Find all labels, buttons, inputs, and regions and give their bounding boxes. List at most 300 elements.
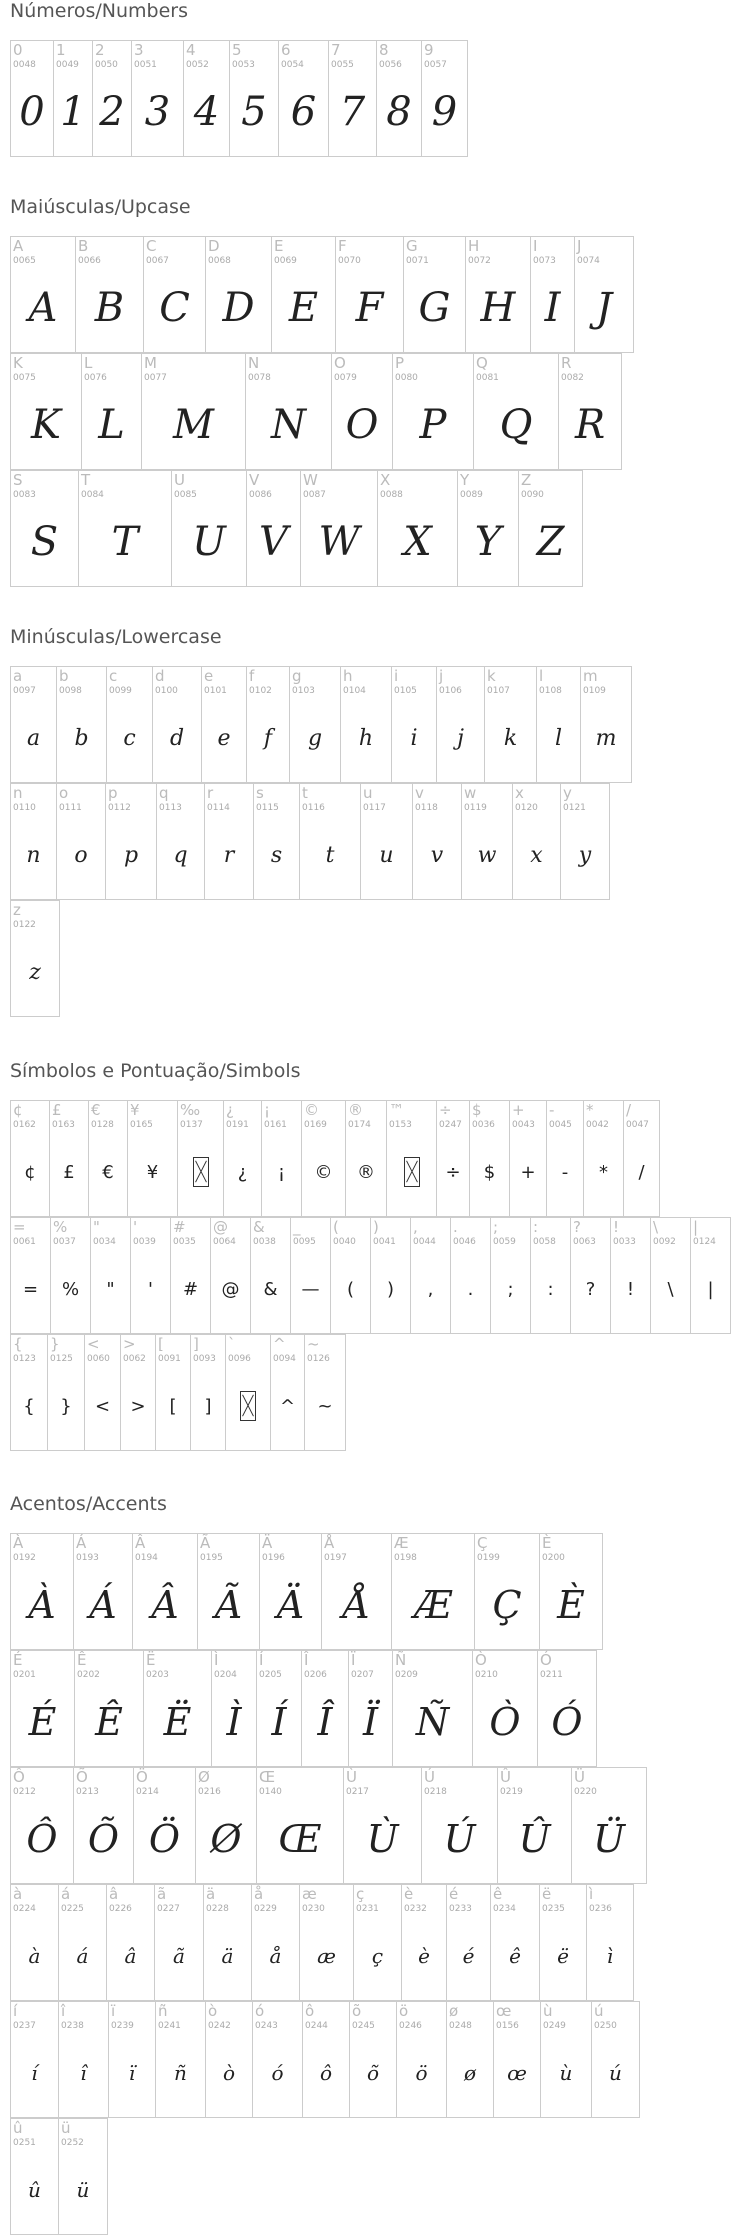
character-label: è	[404, 1885, 414, 1903]
glyph-cell	[152, 666, 202, 783]
glyph-cell	[75, 236, 144, 353]
character-label: v	[415, 784, 424, 802]
glyph-sample: g	[307, 725, 323, 751]
character-label: w	[464, 784, 477, 802]
glyph-cell	[536, 666, 581, 783]
glyph-sample: ï	[128, 2061, 136, 2085]
character-code: 0085	[174, 490, 197, 500]
character-code: 0104	[343, 686, 366, 696]
glyph-sample: è	[418, 1944, 430, 1968]
character-code: 0079	[334, 373, 357, 383]
character-label: '	[133, 1218, 138, 1236]
character-code: 0206	[304, 1670, 327, 1680]
character-label: -	[549, 1101, 555, 1119]
character-label: ò	[208, 2002, 218, 2020]
character-label: Ñ	[395, 1651, 407, 1669]
character-label: +	[512, 1101, 525, 1119]
glyph-sample: d	[169, 725, 185, 751]
character-code: 0224	[13, 1904, 36, 1914]
character-code: 0114	[207, 803, 230, 813]
glyph-sample: à	[28, 1944, 41, 1968]
glyph-cell	[574, 236, 634, 353]
glyph-sample: ¡	[277, 1161, 286, 1183]
glyph-cell	[278, 40, 329, 157]
glyph-cell	[171, 470, 247, 587]
section	[10, 1493, 650, 2202]
character-label: Ë	[146, 1651, 156, 1669]
character-label: ù	[543, 2002, 553, 2020]
glyph-cell	[518, 470, 583, 587]
glyph-cell	[586, 1884, 634, 2001]
glyph-sample: /	[638, 1161, 645, 1183]
character-code: 0194	[135, 1553, 158, 1563]
glyph-sample: 4	[193, 89, 220, 135]
character-code: 0091	[158, 1354, 181, 1364]
glyph-cell	[490, 1884, 540, 2001]
glyph-cell	[205, 236, 272, 353]
character-code: 0213	[76, 1787, 99, 1797]
glyph-sample: O	[345, 402, 379, 448]
glyph-cell	[154, 1884, 204, 2001]
character-code: 0117	[363, 803, 386, 813]
character-code: 0062	[123, 1354, 146, 1364]
character-code: 0191	[226, 1120, 249, 1130]
character-label: ¡	[264, 1101, 271, 1119]
character-code: 0217	[346, 1787, 369, 1797]
character-code: 0193	[76, 1553, 99, 1563]
glyph-sample: Ú	[443, 1817, 476, 1861]
character-label: ø	[449, 2002, 459, 2020]
glyph-cell	[49, 1100, 89, 1217]
glyph-cell	[10, 1533, 74, 1650]
glyph-sample: ÷	[445, 1161, 461, 1183]
character-label: Ò	[475, 1651, 487, 1669]
character-label: &	[253, 1218, 265, 1236]
character-label: ë	[542, 1885, 552, 1903]
glyph-row	[10, 236, 633, 353]
glyph-cell	[53, 40, 93, 157]
character-code: 0119	[464, 803, 487, 813]
character-code: 0096	[228, 1354, 251, 1364]
character-code: 0218	[424, 1787, 447, 1797]
glyph-sample: Å	[342, 1583, 371, 1627]
glyph-cell	[211, 1650, 257, 1767]
character-label: U	[174, 471, 185, 489]
character-code: 0200	[542, 1553, 565, 1563]
character-label: c	[109, 667, 118, 685]
glyph-sample: ç	[371, 1944, 384, 1968]
character-code: 0053	[232, 60, 255, 70]
character-label: î	[61, 2002, 66, 2020]
character-code: 0169	[304, 1120, 327, 1130]
character-label: S	[13, 471, 23, 489]
glyph-sample: -	[561, 1161, 569, 1183]
character-code: 0090	[521, 490, 544, 500]
character-code: 0066	[78, 256, 101, 266]
glyph-sample: u	[379, 842, 394, 868]
glyph-cell	[197, 1533, 260, 1650]
glyph-sample: v	[430, 842, 444, 868]
character-label: û	[13, 2119, 23, 2137]
glyph-cell	[106, 666, 153, 783]
glyph-cell	[539, 1884, 587, 2001]
glyph-sample: á	[76, 1944, 89, 1968]
character-code: 0192	[13, 1553, 36, 1563]
character-code: 0244	[305, 2021, 328, 2031]
glyph-cell	[10, 1100, 50, 1217]
glyph-sample: Ç	[492, 1583, 522, 1627]
glyph-cell	[490, 1217, 531, 1334]
character-label: h	[343, 667, 353, 685]
glyph-cell	[474, 1533, 540, 1650]
character-label: Ö	[136, 1768, 148, 1786]
character-code: 0057	[424, 60, 447, 70]
character-label: Ê	[77, 1651, 87, 1669]
glyph-row	[10, 1767, 646, 1884]
glyph-cell	[141, 353, 246, 470]
glyph-sample: ]	[204, 1395, 212, 1417]
glyph-cell	[349, 2001, 397, 2118]
character-label: ¢	[13, 1101, 23, 1119]
glyph-sample: X	[403, 519, 432, 565]
character-label: i	[394, 667, 399, 685]
glyph-cell	[360, 783, 413, 900]
character-code: 0239	[111, 2021, 134, 2031]
character-code: 0058	[533, 1237, 556, 1247]
character-label: Ï	[351, 1651, 356, 1669]
glyph-sample: ã	[173, 1944, 185, 1968]
glyph-sample: Ä	[276, 1583, 305, 1627]
glyph-cell	[190, 1334, 226, 1451]
character-label: 7	[331, 41, 341, 59]
character-code: 0074	[577, 256, 600, 266]
character-label: Ù	[346, 1768, 357, 1786]
glyph-cell	[530, 1217, 571, 1334]
glyph-sample: R	[574, 402, 606, 448]
character-code: 0107	[487, 686, 510, 696]
character-code: 0226	[109, 1904, 132, 1914]
character-code: 0204	[214, 1670, 237, 1680]
character-code: 0047	[626, 1120, 649, 1130]
character-code: 0046	[453, 1237, 476, 1247]
character-code: 0252	[61, 2138, 84, 2148]
character-code: 0230	[302, 1904, 325, 1914]
glyph-sample: +	[520, 1161, 536, 1183]
character-label: Ç	[477, 1534, 488, 1552]
character-label: ©	[304, 1101, 319, 1119]
glyph-cell	[321, 1533, 392, 1650]
character-label: 0	[13, 41, 23, 59]
glyph-sample: L	[98, 402, 125, 448]
glyph-sample: ê	[509, 1944, 521, 1968]
character-label: Î	[304, 1651, 309, 1669]
missing-glyph-icon	[193, 1157, 209, 1187]
character-label: .	[453, 1218, 458, 1236]
glyph-sample: [	[169, 1395, 177, 1417]
glyph-sample: M	[173, 402, 214, 448]
character-label: L	[84, 354, 93, 372]
character-code: 0210	[475, 1670, 498, 1680]
character-code: 0097	[13, 686, 36, 696]
character-code: 0103	[292, 686, 315, 696]
glyph-row	[10, 353, 621, 470]
character-code: 0048	[13, 60, 36, 70]
character-code: 0228	[206, 1904, 229, 1914]
character-label: f	[249, 667, 255, 685]
glyph-cell	[530, 236, 575, 353]
glyph-cell	[10, 1650, 75, 1767]
character-label: T	[81, 471, 91, 489]
glyph-sample: A	[28, 285, 58, 331]
glyph-sample: 1	[60, 89, 86, 135]
character-label: A	[13, 237, 24, 255]
glyph-sample: Ü	[592, 1817, 626, 1861]
character-code: 0122	[13, 920, 36, 930]
glyph-cell	[58, 2118, 108, 2235]
character-label: a	[13, 667, 23, 685]
character-code: 0094	[273, 1354, 296, 1364]
glyph-cell	[10, 470, 79, 587]
glyph-sample: S	[30, 519, 59, 565]
character-code: 0112	[108, 803, 131, 813]
character-code: 0077	[144, 373, 167, 383]
glyph-cell	[245, 353, 332, 470]
glyph-row	[10, 783, 609, 900]
glyph-sample: :	[547, 1278, 554, 1300]
glyph-sample: Œ	[278, 1817, 322, 1861]
glyph-cell	[105, 783, 157, 900]
character-label: {	[13, 1335, 23, 1353]
glyph-cell	[473, 353, 559, 470]
character-label: k	[487, 667, 496, 685]
character-code: 0249	[543, 2021, 566, 2031]
character-code: 0165	[130, 1120, 153, 1130]
section-title: Números/Numbers	[10, 0, 188, 22]
character-label: Â	[135, 1534, 146, 1552]
glyph-cell	[81, 353, 142, 470]
glyph-sample: ¿	[237, 1161, 248, 1183]
character-label: ™	[389, 1101, 404, 1119]
character-code: 0126	[307, 1354, 330, 1364]
character-label: ®	[348, 1101, 363, 1119]
character-code: 0128	[91, 1120, 114, 1130]
character-label: ?	[573, 1218, 581, 1236]
character-code: 0216	[198, 1787, 221, 1797]
glyph-sample: w	[477, 842, 497, 868]
glyph-cell	[155, 1334, 191, 1451]
glyph-cell	[446, 2001, 494, 2118]
glyph-sample: œ	[507, 2061, 527, 2085]
glyph-cell	[301, 1100, 346, 1217]
glyph-sample: z	[29, 959, 41, 985]
glyph-sample: G	[418, 285, 451, 331]
character-code: 0088	[380, 490, 403, 500]
glyph-sample: Y	[474, 519, 502, 565]
glyph-sample: 3	[144, 89, 171, 135]
character-code: 0033	[613, 1237, 636, 1247]
glyph-sample: æ	[317, 1944, 336, 1968]
character-label: 4	[186, 41, 196, 59]
character-label: Ø	[198, 1768, 210, 1786]
glyph-cell	[335, 236, 404, 353]
character-code: 0073	[533, 256, 556, 266]
glyph-sample: =	[22, 1278, 39, 1300]
character-label: æ	[302, 1885, 317, 1903]
character-label: Í	[259, 1651, 264, 1669]
glyph-sample: y	[578, 842, 592, 868]
glyph-cell	[299, 1884, 354, 2001]
glyph-cell	[650, 1217, 691, 1334]
character-code: 0037	[53, 1237, 76, 1247]
glyph-sample: Â	[151, 1583, 179, 1627]
character-code: 0109	[583, 686, 606, 696]
glyph-row	[10, 1100, 659, 1217]
glyph-cell	[246, 666, 290, 783]
glyph-sample: 5	[241, 89, 267, 135]
glyph-sample: r	[223, 842, 235, 868]
character-code: 0156	[496, 2021, 519, 2031]
glyph-cell	[391, 1533, 475, 1650]
character-code: 0163	[52, 1120, 75, 1130]
character-label: Ã	[200, 1534, 211, 1552]
glyph-sample: â	[124, 1944, 137, 1968]
character-label: b	[59, 667, 69, 685]
glyph-sample: È	[557, 1583, 585, 1627]
glyph-sample: ¥	[146, 1161, 159, 1183]
glyph-sample: ø	[463, 2061, 477, 2085]
glyph-cell	[56, 783, 106, 900]
character-label: ,	[413, 1218, 418, 1236]
character-label: Æ	[394, 1534, 409, 1552]
glyph-sample: 9	[431, 89, 458, 135]
glyph-cell	[302, 2001, 350, 2118]
character-label: ì	[589, 1885, 594, 1903]
character-code: 0229	[254, 1904, 277, 1914]
glyph-cell	[391, 666, 437, 783]
glyph-sample: €	[102, 1161, 114, 1183]
character-code: 0095	[293, 1237, 316, 1247]
glyph-cell	[177, 1100, 224, 1217]
glyph-cell	[450, 1217, 491, 1334]
glyph-sample: Ö	[148, 1817, 181, 1861]
glyph-sample: Í	[271, 1700, 287, 1744]
glyph-sample: k	[503, 725, 518, 751]
glyph-cell	[461, 783, 513, 900]
glyph-cell	[537, 1650, 597, 1767]
character-code: 0044	[413, 1237, 436, 1247]
glyph-sample	[387, 1147, 436, 1197]
glyph-sample: !	[626, 1278, 635, 1300]
character-code: 0101	[204, 686, 227, 696]
character-label: C	[146, 237, 157, 255]
glyph-cell	[90, 1217, 131, 1334]
glyph-cell	[143, 236, 206, 353]
character-label: }	[50, 1335, 60, 1353]
character-code: 0055	[331, 60, 354, 70]
character-label: t	[302, 784, 308, 802]
glyph-sample: ,	[427, 1278, 434, 1300]
character-label: @	[213, 1218, 228, 1236]
glyph-sample: m	[595, 725, 617, 751]
character-label: B	[78, 237, 89, 255]
glyph-cell	[300, 470, 378, 587]
glyph-cell	[343, 1767, 422, 1884]
character-code: 0121	[563, 803, 586, 813]
character-label: 2	[95, 41, 105, 59]
glyph-sample: õ	[366, 2061, 380, 2085]
glyph-sample: &	[263, 1278, 278, 1300]
glyph-cell	[10, 2118, 59, 2235]
glyph-cell	[56, 666, 107, 783]
character-label: ;	[493, 1218, 499, 1236]
character-code: 0087	[303, 490, 326, 500]
glyph-cell	[130, 1217, 171, 1334]
glyph-sample: i	[410, 725, 418, 751]
character-label: l	[539, 667, 544, 685]
section	[10, 1060, 716, 1417]
glyph-cell	[436, 1100, 470, 1217]
character-code: 0041	[373, 1237, 396, 1247]
glyph-sample: 0	[19, 89, 45, 135]
character-label: À	[13, 1534, 24, 1552]
character-code: 0231	[356, 1904, 379, 1914]
character-label: `	[228, 1335, 236, 1353]
glyph-cell	[156, 783, 205, 900]
character-label: È	[542, 1534, 552, 1552]
glyph-sample: î	[80, 2061, 87, 2085]
glyph-sample: |	[707, 1278, 714, 1300]
character-label: Z	[521, 471, 532, 489]
character-code: 0081	[476, 373, 499, 383]
glyph-sample: P	[419, 402, 447, 448]
glyph-sample: Ì	[226, 1700, 242, 1744]
character-code: 0198	[394, 1553, 417, 1563]
character-code: 0068	[208, 256, 231, 266]
glyph-sample: q	[173, 842, 188, 868]
character-code: 0243	[255, 2021, 278, 2031]
glyph-cell	[497, 1767, 572, 1884]
glyph-sample: E	[288, 285, 319, 331]
character-label: Y	[460, 471, 470, 489]
character-code: 0071	[406, 256, 429, 266]
character-code: 0153	[389, 1120, 412, 1130]
glyph-cell	[155, 2001, 206, 2118]
glyph-cell	[201, 666, 247, 783]
glyph-sample: j	[457, 725, 464, 751]
character-code: 0242	[208, 2021, 231, 2031]
glyph-cell	[270, 1334, 305, 1451]
character-label: !	[613, 1218, 620, 1236]
section	[10, 626, 650, 985]
character-code: 0248	[449, 2021, 472, 2031]
glyph-sample: $	[483, 1161, 496, 1183]
character-code: 0070	[338, 256, 361, 266]
character-label: %	[53, 1218, 68, 1236]
glyph-row	[10, 470, 582, 587]
character-code: 0061	[13, 1237, 36, 1247]
character-code: 0115	[256, 803, 279, 813]
character-label: =	[13, 1218, 26, 1236]
character-code: 0124	[693, 1237, 716, 1247]
character-label: ï	[111, 2002, 116, 2020]
glyph-cell	[256, 1650, 302, 1767]
character-label: I	[533, 237, 538, 255]
glyph-row	[10, 900, 59, 1017]
character-code: 0219	[500, 1787, 523, 1797]
glyph-cell	[253, 783, 300, 900]
glyph-cell	[376, 40, 422, 157]
character-code: 0113	[159, 803, 182, 813]
